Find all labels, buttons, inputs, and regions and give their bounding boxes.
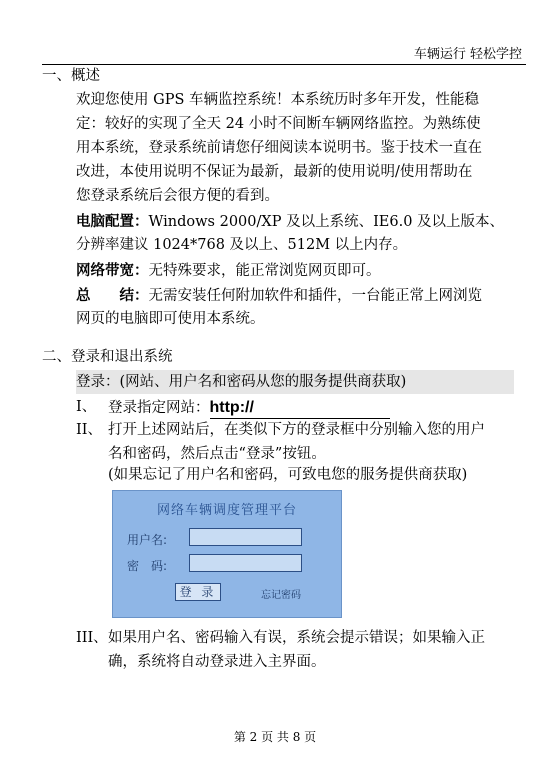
pc-config-text: Windows 2000/XP 及以上系统、IE6.0 及以上版本、	[148, 214, 505, 230]
step-1-number: I、	[76, 399, 97, 415]
step-2-line-3: (如果忘记了用户名和密码，可致电您的服务提供商获取)	[108, 467, 468, 483]
step-2-line-2: 名和密码，然后点击“登录”按钮。	[108, 446, 326, 462]
network-label: 网络带宽：	[76, 262, 149, 279]
pc-config-line-1	[76, 211, 504, 233]
step-1-text: 登录指定网站：	[108, 400, 210, 416]
network-text: 无特殊要求，能正常浏览网页即可。	[148, 263, 381, 279]
section-title-overview: 一、概述	[42, 68, 100, 84]
step-3-line-2: 确，系统将自动登录进入主界面。	[108, 654, 326, 670]
intro-line-2: 定：较好的实现了全天 24 小时不间断车辆网络监控。为熟练使	[76, 116, 481, 132]
intro-line-4: 改进，本使用说明不保证为最新，最新的使用说明/使用帮助在	[76, 164, 473, 180]
step-3-number: III、	[76, 630, 108, 646]
network-line	[76, 260, 381, 282]
login-button[interactable]: 登 录	[175, 583, 221, 601]
pc-config-line-2: 分辨率建议 1024*768 及以上、512M 以上内存。	[76, 237, 408, 253]
forgot-password-link[interactable]: 忘记密码	[261, 590, 301, 601]
username-label: 用户名:	[127, 533, 168, 547]
section-title-login: 二、登录和退出系统	[42, 349, 173, 365]
password-input[interactable]	[189, 554, 302, 572]
pc-config-label: 电脑配置：	[76, 213, 149, 230]
step-1-line	[108, 397, 390, 419]
summary-line-2: 网页的电脑即可使用本系统。	[76, 311, 265, 327]
login-box-screenshot	[112, 490, 342, 618]
login-box-title: 网络车辆调度管理平台	[156, 503, 297, 518]
step-2-number: II、	[76, 422, 102, 438]
header-slogan: 车辆运行 轻松学控	[413, 47, 522, 62]
summary-label: 总 结：	[76, 287, 149, 304]
intro-line-3: 用本系统，登录系统前请您仔细阅读本说明书。鉴于技术一直在	[76, 140, 482, 156]
password-label: 密 码:	[127, 559, 168, 573]
header-divider	[42, 64, 526, 65]
step-3-line-1: 如果用户名、密码输入有误，系统会提示错误；如果输入正	[108, 630, 485, 646]
page-number: 第 2 页 共 8 页	[233, 730, 317, 744]
summary-line-1	[76, 285, 482, 307]
website-url-link[interactable]: http://	[210, 397, 390, 419]
intro-line-1: 欢迎您使用 GPS 车辆监控系统！本系统历时多年开发，性能稳	[76, 92, 479, 108]
step-2-line-1: 打开上述网站后，在类似下方的登录框中分别输入您的用户	[108, 422, 485, 438]
intro-line-5: 您登录系统后会很方便的看到。	[76, 188, 279, 204]
summary-text: 无需安装任何附加软件和插件，一台能正常上网浏览	[148, 288, 482, 304]
login-note: 登录：(网站、用户名和密码从您的服务提供商获取)	[76, 374, 407, 390]
username-input[interactable]	[189, 528, 302, 546]
